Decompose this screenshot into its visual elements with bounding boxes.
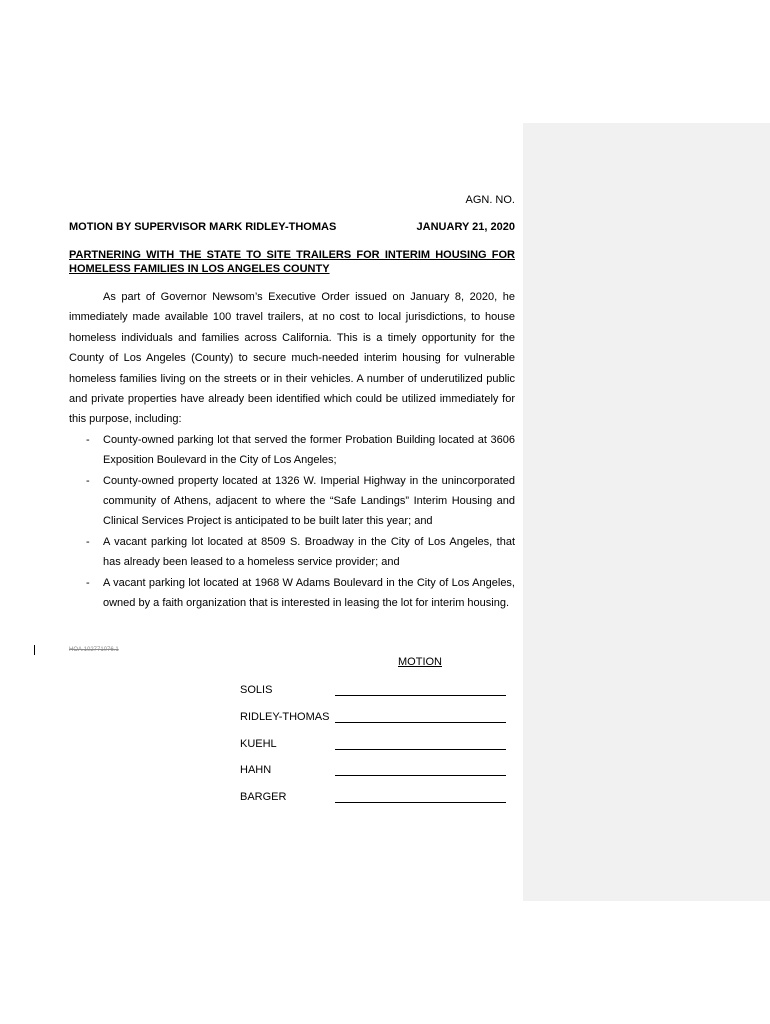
list-bullet: - [86, 474, 90, 487]
motion-body [69, 287, 515, 614]
motion-by: MOTION BY SUPERVISOR MARK RIDLEY-THOMAS [69, 221, 337, 233]
vote-row-barger [240, 791, 520, 805]
intro-paragraph: As part of Governor Newsom’s Executive Order issued on January 8, 2020, he immediately made available 100 travel trailers, at no cost to local jurisdictions, to house homeless individuals and families across California. This is a timely opportunity for the County of Los Angeles (County) to secure much-needed interim housing for vulnerable homeless families living on the streets or in their vehicles. A number of underutilized public and private properties have already been identified which could be utilized immediately for this purpose, including: [69, 291, 515, 426]
list-bullet: - [86, 433, 90, 446]
list-item: - A vacant parking lot located at 8509 S. Broadway in the City of Los Angeles, that has already been leased to a homeless service provider; and [69, 532, 515, 573]
motion-title: PARTNERING WITH THE STATE TO SITE TRAILERS FOR INTERIM HOUSING FOR HOMELESS FAMILIES IN LOS ANGELES COUNTY [69, 249, 515, 275]
property-list [69, 430, 515, 614]
motion-heading: MOTION [398, 656, 442, 668]
motion-date: JANUARY 21, 2020 [416, 221, 515, 233]
list-item: - County-owned property located at 1326 W. Imperial Highway in the unincorporated community of Athens, adjacent to where the “Safe Landings” Interim Housing and Clinical Services Project is anticipated to be built later this year; and [69, 471, 515, 532]
supervisor-name: HAHN [240, 764, 272, 776]
list-item: - A vacant parking lot located at 1968 W Adams Boulevard in the City of Los Angeles, owned by a faith organization that is interested in leasing the lot for interim housing. [69, 573, 515, 614]
agenda-number-label: AGN. NO. [465, 194, 515, 206]
supervisor-name: RIDLEY-THOMAS [240, 711, 330, 723]
signature-line [335, 684, 506, 696]
signature-line [335, 738, 506, 750]
document-id: HOA.102771076.1 [69, 647, 119, 653]
supervisor-name: SOLIS [240, 684, 273, 696]
vote-row-solis [240, 684, 520, 698]
list-item: - County-owned parking lot that served the former Probation Building located at 3606 Exposition Boulevard in the City of Los Angeles; [69, 430, 515, 471]
list-bullet: - [86, 576, 90, 589]
vote-row-ridley-thomas [240, 711, 520, 725]
signature-line [335, 791, 506, 803]
signature-line [335, 764, 506, 776]
supervisor-name: KUEHL [240, 738, 277, 750]
list-bullet: - [86, 535, 90, 548]
supervisor-name: BARGER [240, 791, 287, 803]
signature-line [335, 711, 506, 723]
vote-row-kuehl [240, 738, 520, 752]
comment-pane [523, 123, 770, 901]
motion-header [69, 221, 515, 233]
change-bar [34, 645, 35, 655]
vote-row-hahn [240, 764, 520, 778]
